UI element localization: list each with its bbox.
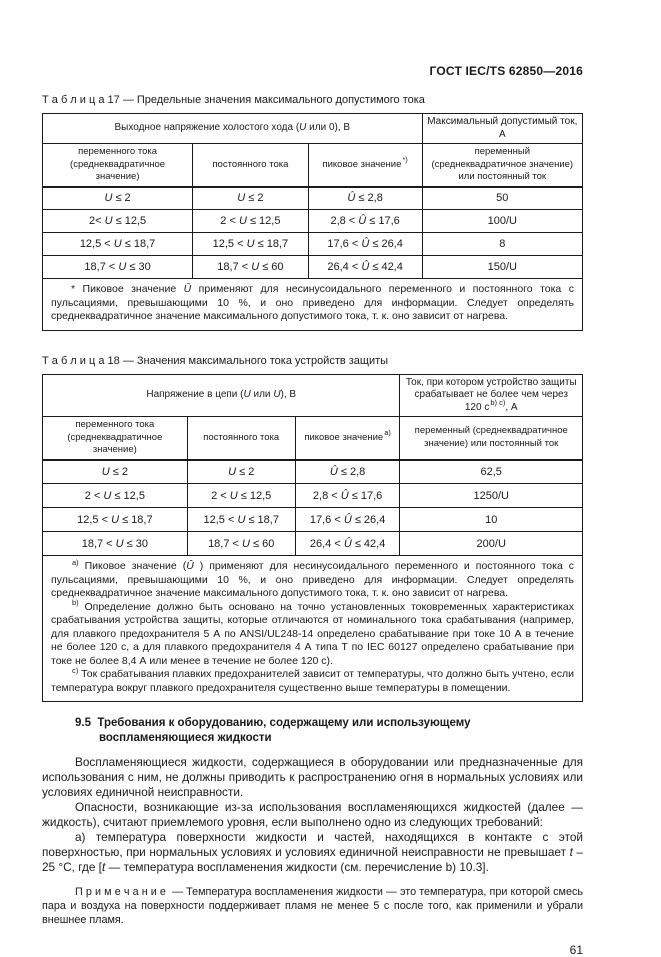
table-cell: 2< U ≤ 12,5: [43, 210, 193, 233]
table-cell: U ≤ 2: [187, 460, 295, 484]
table-cell: 18,7 < U ≤ 60: [193, 256, 309, 279]
table-cell: 17,6 < Û ≤ 26,4: [295, 508, 400, 532]
table-footnote-cell: [43, 279, 583, 331]
paragraph: Воспламеняющиеся жидкости, содержащиеся в оборудовании или предназначенные для использования с ним, не должны приводить к распространению огня в нормальных условиях или условиях единичной неисправности.: [42, 755, 583, 799]
table-cell: Û ≤ 2,8: [308, 187, 422, 210]
table-subheader-row: [43, 417, 583, 460]
table-subhead-cell: переменный (среднеквадратичное значение) или постоянный ток: [422, 144, 582, 187]
table-subhead-cell: постоянного тока: [193, 144, 309, 187]
table-footnote: $^{a)}$ Пиковое значение (Û ) применяют для несинусоидального переменного и постоянного тока с пульсациями, превышающими 10 %, и оно приведено для информации. Следует определять среднеквадратичное значение максимального допустимого тока, т. к. оно зависит от нагрева.: [51, 557, 574, 599]
table-subhead-cell: переменный (среднеквадратичное значение) или постоянный ток: [400, 417, 583, 460]
table-subhead-cell: пиковое значение*): [308, 144, 422, 187]
table-cell: 1250/U: [400, 484, 583, 508]
section-body: [42, 755, 583, 875]
table-17-caption-text: — Предельные значения максимального допустимого тока: [122, 94, 425, 106]
footnote-marker: a): [384, 428, 391, 438]
table-cell: U ≤ 2: [43, 460, 188, 484]
table-footnote-row: [43, 556, 583, 702]
table-row: [43, 532, 583, 556]
table-cell: 18,7 < U ≤ 30: [43, 532, 188, 556]
table-cell: 26,4 < Û ≤ 42,4: [295, 532, 400, 556]
table-18-caption: [42, 355, 583, 367]
table-cell: U ≤ 2: [43, 187, 193, 210]
table-row: [43, 233, 583, 256]
table-cell: 2 < U ≤ 12,5: [187, 484, 295, 508]
table-cell: 2,8 < Û ≤ 17,6: [295, 484, 400, 508]
section-title: Требования к оборудованию, содержащему или использующему воспламеняющиеся жидкости: [97, 717, 471, 744]
table-header-row: [43, 374, 583, 417]
table-footnote: * Пиковое значение Û применяют для несинусоидального переменного и постоянного тока с пульсациями, превышающими 10 %, и оно приведено для информации. Следует определять среднеквадратичное значение максимального допустимого тока, т. к. оно зависит от нагрева.: [51, 283, 574, 322]
table-cell: 10: [400, 508, 583, 532]
table-header-row: [43, 114, 583, 144]
table-cell: 12,5 < U ≤ 18,7: [193, 233, 309, 256]
table-cell: 12,5 < U ≤ 18,7: [43, 233, 193, 256]
table-18-container: [42, 374, 583, 703]
section-number: 9.5: [75, 717, 91, 729]
paragraph: Опасности, возникающие из-за использования воспламеняющихся жидкостей (далее — жидкость), считают приемлемого уровня, если выполнено одно из следующих требований:: [42, 800, 583, 829]
table-subhead-cell: постоянного тока: [187, 417, 295, 460]
table-cell: 200/U: [400, 532, 583, 556]
page-content: [42, 0, 583, 957]
note-text: — Температура воспламенения жидкости — это температура, при которой смесь пара и воздуха на поверхности поддерживает пламя не менее 5 с после того, как применили и убрали внешнее пламя.: [42, 886, 583, 926]
table-cell: 50: [422, 187, 582, 210]
table-subheader-row: [43, 144, 583, 187]
section-heading: [75, 716, 583, 746]
table-cell: 26,4 < Û ≤ 42,4: [308, 256, 422, 279]
table-footnote: $^{c)}$ Ток срабатывания плавких предохранителей зависит от температуры, что должно быть учтено, если температура вокруг плавкого предохранителя существенно выше температуры в помещении.: [51, 665, 574, 694]
table-cell: 17,6 < Û ≤ 26,4: [308, 233, 422, 256]
table-subhead-cell: переменного тока (среднеквадратичное значение): [43, 144, 193, 187]
table-cell: 62,5: [400, 460, 583, 484]
page-number: 61: [569, 943, 583, 957]
table-row: [43, 508, 583, 532]
table-cell: 12,5 < U ≤ 18,7: [43, 508, 188, 532]
table-footnote: $^{b)}$ Определение должно быть основано на точно установленных токовременных характеристиках срабатывания устройства защиты, которые отличаются от номинального тока срабатывания (например, для плавкого предохранителя 5 А по ANSI/UL248-14 определено срабатывание при токе 10 А в течение не более 120 с, а для плавкого предохранителя 4 А типа Т по IEC 60127 определено срабатывание при токе не более 8,4 А или менее в течение не более 120 с).: [51, 598, 574, 667]
table-cell: 2 < U ≤ 12,5: [43, 484, 188, 508]
table-row: [43, 210, 583, 233]
table-subhead-cell: переменного тока (среднеквадратичное значение): [43, 417, 188, 460]
table-row: [43, 460, 583, 484]
footnote-marker: a): [72, 557, 79, 567]
table-cell: 12,5 < U ≤ 18,7: [187, 508, 295, 532]
note-label: П р и м е ч а н и е: [75, 886, 166, 898]
table-cell: 2,8 < Û ≤ 17,6: [308, 210, 422, 233]
table-subhead-cell: пиковое значение$^{a)}$: [295, 417, 400, 460]
table-cell: 18,7 < U ≤ 30: [43, 256, 193, 279]
table-head-right: Максимальный допустимый ток, А: [422, 114, 582, 144]
table-cell: 150/U: [422, 256, 582, 279]
table-17-container: [42, 113, 583, 331]
table-head-right: Ток, при котором устройство защиты срабатывает не более чем через 120 $с^{b) c)}$, А: [400, 374, 583, 417]
footnote-marker: *): [402, 155, 408, 165]
table-footnote-cell: [43, 556, 583, 702]
table-17-caption: [42, 94, 583, 106]
table-row: [43, 484, 583, 508]
data-table: [42, 113, 583, 331]
table-18-caption-text: — Значения максимального тока устройств защиты: [122, 354, 389, 367]
table-cell: U ≤ 2: [193, 187, 309, 210]
running-head: ГОСТ IEC/TS 62850—2016: [429, 64, 583, 78]
footnote-marker: b) c): [490, 398, 506, 408]
table-footnote-row: [43, 279, 583, 331]
table-cell: 8: [422, 233, 582, 256]
table-head-span: Напряжение в цепи (U или U), В: [43, 374, 400, 417]
table-row: [43, 256, 583, 279]
footnote-marker: c): [72, 665, 79, 675]
table-cell: 18,7 < U ≤ 60: [187, 532, 295, 556]
table-18-caption-label: Т а б л и ц а 18: [42, 354, 120, 367]
table-cell: 100/U: [422, 210, 582, 233]
paragraph: а) температура поверхности жидкости и частей, находящихся в контакте с этой поверхностью, при нормальных условиях и условиях единичной неисправности не превышает t – 25 °C, где [t — температура воспламенения жидкости (см. перечисление b) 10.3].: [42, 830, 583, 874]
footnote-marker: b): [72, 598, 79, 607]
table-cell: Û ≤ 2,8: [295, 460, 400, 484]
table-17-caption-label: Т а б л и ц а 17: [42, 94, 120, 106]
table-row: [43, 187, 583, 210]
section-note: [42, 885, 583, 927]
table-cell: 2 < U ≤ 12,5: [193, 210, 309, 233]
data-table: [42, 374, 583, 703]
table-head-span: Выходное напряжение холостого хода (U или 0), В: [43, 114, 423, 144]
